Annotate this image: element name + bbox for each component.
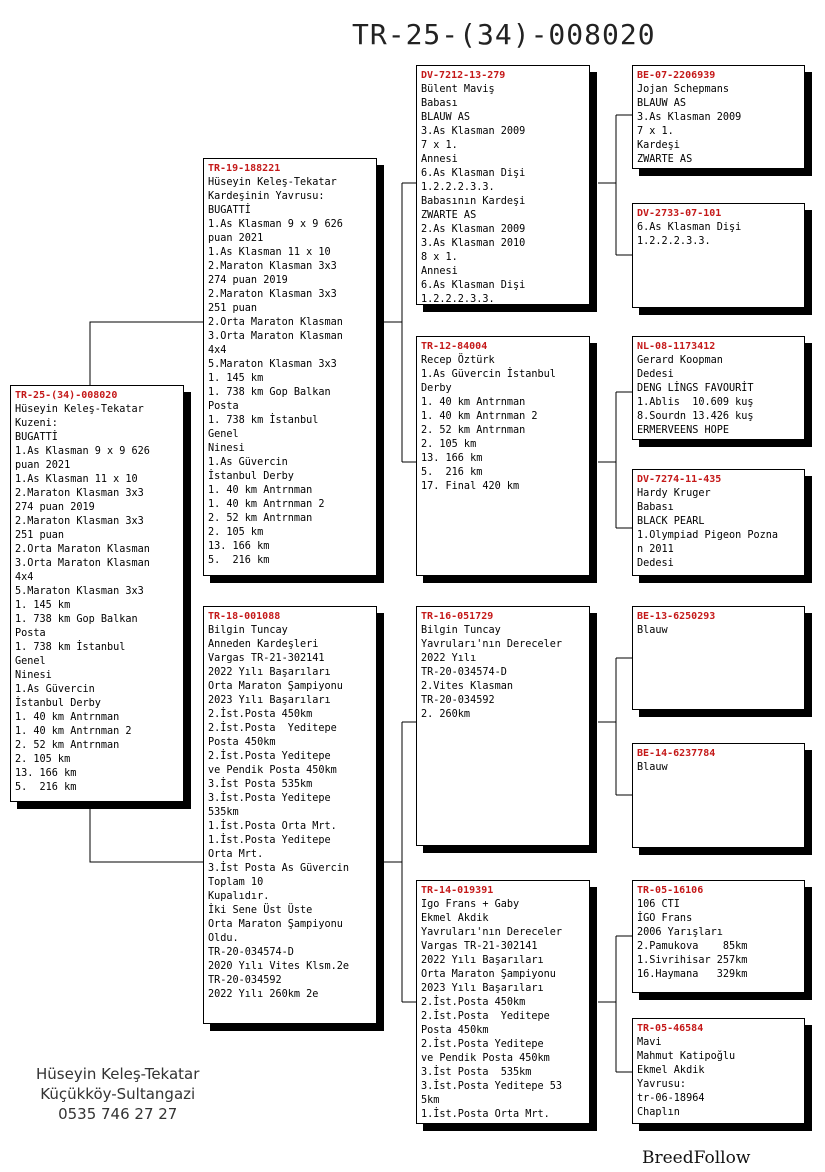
detail-line: 13. 166 km <box>15 768 77 779</box>
detail-line: 1.As Güvercin İstanbul <box>421 369 556 380</box>
detail-line: 251 puan <box>208 303 258 314</box>
detail-line: 3.As Klasman 2009 <box>637 112 742 123</box>
detail-line: Posta 450km <box>421 1025 489 1036</box>
detail-line: Mahmut Katipoğlu <box>637 1051 736 1062</box>
detail-line: 5km <box>421 1095 440 1106</box>
detail-line: Kardeşinin Yavrusu: <box>208 191 325 202</box>
owner-location: Küçükköy-Sultangazi <box>40 1085 196 1103</box>
detail-line: BLAUW AS <box>421 112 471 123</box>
detail-line: Vargas TR-21-302141 <box>421 941 538 952</box>
detail-line: Babası <box>421 98 458 109</box>
detail-line: 1. 40 km Antrnman <box>421 397 526 408</box>
detail-line: Ninesi <box>15 670 52 681</box>
detail-line: Oldu. <box>208 933 239 944</box>
detail-line: 2.Maraton Klasman 3x3 <box>208 261 337 272</box>
pedigree-card-sire[interactable] <box>203 158 377 576</box>
detail-line: 251 puan <box>15 530 65 541</box>
detail-line: 6.As Klasman Dişi <box>637 222 742 233</box>
card-details <box>637 487 800 571</box>
detail-line: 2.As Klasman 2009 <box>421 224 526 235</box>
detail-line: 2.Orta Maraton Klasman <box>208 317 343 328</box>
detail-line: 1. 40 km Antrnman <box>15 712 120 723</box>
detail-line: 2.İst.Posta 450km <box>208 709 313 720</box>
detail-line: 6.As Klasman Dişi <box>421 280 526 291</box>
detail-line: 2. 105 km <box>15 754 71 765</box>
detail-line: Blauw <box>637 762 668 773</box>
detail-line: Orta Maraton Şampiyonu <box>208 681 343 692</box>
detail-line: 1.As Klasman 9 x 9 626 <box>15 446 150 457</box>
ring-number: TR-05-46584 <box>637 1023 704 1034</box>
pedigree-card-sire-sire[interactable] <box>416 65 590 305</box>
detail-line: 2.Orta Maraton Klasman <box>15 544 150 555</box>
detail-line: 106 CTI <box>637 899 680 910</box>
detail-line: 1.As Klasman 9 x 9 626 <box>208 219 343 230</box>
detail-line: Bilgin Tuncay <box>421 625 501 636</box>
detail-line: Anneden Kardeşleri <box>208 639 319 650</box>
owner-phone: 0535 746 27 27 <box>58 1105 178 1123</box>
detail-line: Yavruları'nın Dereceler <box>421 639 563 650</box>
card-details <box>637 1036 800 1120</box>
detail-line: Babası <box>637 502 674 513</box>
ring-number: TR-18-001088 <box>208 611 281 622</box>
detail-line: 1.İst.Posta Yeditepe <box>208 835 331 846</box>
detail-line: 2.Maraton Klasman 3x3 <box>15 488 144 499</box>
detail-line: 1. 738 km Gop Balkan <box>15 614 138 625</box>
detail-line: Chaplın <box>637 1107 680 1118</box>
detail-line: TR-20-034592 <box>421 695 495 706</box>
detail-line: 1.İst.Posta Orta Mrt. <box>421 1109 550 1120</box>
detail-line: Derby <box>421 383 452 394</box>
detail-line: Orta Maraton Şampiyonu <box>421 969 556 980</box>
detail-line: Posta <box>208 401 239 412</box>
pedigree-card-dss[interactable] <box>632 606 805 710</box>
detail-line: 13. 166 km <box>421 453 483 464</box>
card-details <box>637 354 800 438</box>
detail-line: 1.Sivrihisar 257km <box>637 955 748 966</box>
detail-line: Recep Öztürk <box>421 355 495 366</box>
detail-line: 274 puan 2019 <box>208 275 288 286</box>
detail-line: 2. 52 km Antrnman <box>208 513 313 524</box>
detail-line: Vargas TR-21-302141 <box>208 653 325 664</box>
detail-line: 2023 Yılı Başarıları <box>208 695 331 706</box>
detail-line: ZWARTE AS <box>637 154 693 165</box>
detail-line: İstanbul Derby <box>15 698 101 709</box>
ring-number: BE-07-2206939 <box>637 70 716 81</box>
detail-line: ve Pendik Posta 450km <box>208 765 337 776</box>
detail-line: puan 2021 <box>208 233 264 244</box>
detail-line: Orta Mrt. <box>208 849 264 860</box>
detail-line: 3.Orta Maraton Klasman <box>208 331 343 342</box>
detail-line: 2.İst.Posta Yeditepe <box>208 751 331 762</box>
detail-line: 2022 Yılı <box>421 653 477 664</box>
detail-line: 8 x 1. <box>421 252 458 263</box>
pedigree-card-subject[interactable] <box>10 385 184 802</box>
ring-number: BE-14-6237784 <box>637 748 716 759</box>
detail-line: Dedesi <box>637 369 674 380</box>
detail-line: 2. 105 km <box>421 439 477 450</box>
detail-line: 1.As Klasman 11 x 10 <box>208 247 331 258</box>
detail-line: BLACK PEARL <box>637 516 705 527</box>
detail-line: 2. 260km <box>421 709 471 720</box>
detail-line: 3.İst Posta 535km <box>421 1067 532 1078</box>
detail-line: Hüseyin Keleş-Tekatar <box>15 404 144 415</box>
detail-line: Blauw <box>637 625 668 636</box>
detail-line: 1. 738 km Gop Balkan <box>208 387 331 398</box>
detail-line: BUGATTİ <box>15 432 58 443</box>
detail-line: 2022 Yılı Başarıları <box>421 955 544 966</box>
detail-line: Mavi <box>637 1037 662 1048</box>
ring-number: BE-13-6250293 <box>637 611 716 622</box>
page-title: TR-25-(34)-008020 <box>352 18 656 51</box>
ring-number: DV-2733-07-101 <box>637 208 722 219</box>
detail-line: Toplam 10 <box>208 877 264 888</box>
detail-line: İGO Frans <box>637 913 693 924</box>
detail-line: Genel <box>208 429 239 440</box>
detail-line: 3.İst Posta 535km <box>208 779 313 790</box>
detail-line: 1.2.2.2.3.3. <box>421 182 495 193</box>
card-details <box>637 898 800 982</box>
detail-line: 1.As Güvercin <box>15 684 95 695</box>
detail-line: Annesi <box>421 154 458 165</box>
detail-line: 6.As Klasman Dişi <box>421 168 526 179</box>
card-details <box>421 624 585 722</box>
ring-number: TR-19-188221 <box>208 163 281 174</box>
detail-line: 1. 40 km Antrnman 2 <box>208 499 325 510</box>
card-details <box>421 354 585 494</box>
brand-logo-text: BreedFollow <box>642 1148 751 1168</box>
pedigree-card-dds[interactable] <box>632 880 805 993</box>
detail-line: Hüseyin Keleş-Tekatar <box>208 177 337 188</box>
detail-line: BUGATTİ <box>208 205 251 216</box>
pedigree-card-sire-dam[interactable] <box>416 336 590 576</box>
detail-line: 1. 40 km Antrnman 2 <box>15 726 132 737</box>
ring-number: TR-14-019391 <box>421 885 494 896</box>
detail-line: Kupalıdır. <box>208 891 270 902</box>
detail-line: 3.Orta Maraton Klasman <box>15 558 150 569</box>
detail-line: 1.2.2.2.3.3. <box>637 236 711 247</box>
detail-line: ZWARTE AS <box>421 210 477 221</box>
detail-line: 7 x 1. <box>637 126 674 137</box>
ring-number: NL-08-1173412 <box>637 341 716 352</box>
detail-line: 3.İst.Posta Yeditepe <box>208 793 331 804</box>
detail-line: 8.Sourdn 13.426 kuş <box>637 411 754 422</box>
detail-line: 3.İst.Posta Yeditepe 53 <box>421 1081 563 1092</box>
card-details <box>208 624 372 1002</box>
detail-line: n 2011 <box>637 544 674 555</box>
detail-line: 2.İst.Posta Yeditepe <box>421 1039 544 1050</box>
detail-line: TR-20-034592 <box>208 975 282 986</box>
detail-line: Posta <box>15 628 46 639</box>
detail-line: 5. 216 km <box>208 555 270 566</box>
detail-line: 3.İst Posta As Güvercin <box>208 863 350 874</box>
detail-line: 2.Maraton Klasman 3x3 <box>15 516 144 527</box>
detail-line: 5.Maraton Klasman 3x3 <box>208 359 337 370</box>
detail-line: Bülent Maviş <box>421 84 495 95</box>
ring-number: DV-7212-13-279 <box>421 70 506 81</box>
detail-line: 2.İst.Posta Yeditepe <box>421 1011 550 1022</box>
ring-number: TR-16-051729 <box>421 611 494 622</box>
detail-line: ERMERVEENS HOPE <box>637 425 730 436</box>
detail-line: 1.2.2.2.3.3. <box>421 294 495 305</box>
pedigree-card-dam-sire[interactable] <box>416 606 590 846</box>
detail-line: 2022 Yılı Başarıları <box>208 667 331 678</box>
pedigree-card-dsd[interactable] <box>632 743 805 848</box>
detail-line: İstanbul Derby <box>208 471 294 482</box>
card-details <box>637 83 800 167</box>
detail-line: 1. 40 km Antrnman 2 <box>421 411 538 422</box>
detail-line: 2.Pamukova 85km <box>637 941 748 952</box>
detail-line: 17. Final 420 km <box>421 481 520 492</box>
pedigree-card-dam[interactable] <box>203 606 377 1024</box>
detail-line: Kuzeni: <box>15 418 58 429</box>
pedigree-card-sss[interactable] <box>632 65 805 169</box>
detail-line: 2.Maraton Klasman 3x3 <box>208 289 337 300</box>
detail-line: Ekmel Akdik <box>421 913 489 924</box>
card-details <box>15 403 179 795</box>
ring-number: DV-7274-11-435 <box>637 474 722 485</box>
detail-line: 2006 Yarışları <box>637 927 723 938</box>
detail-line: 2. 105 km <box>208 527 264 538</box>
detail-line: tr-06-18964 <box>637 1093 705 1104</box>
detail-line: 535km <box>208 807 239 818</box>
owner-name: Hüseyin Keleş-Tekatar <box>36 1065 200 1083</box>
detail-line: 2022 Yılı 260km 2e <box>208 989 319 1000</box>
detail-line: 1.As Güvercin <box>208 457 288 468</box>
pedigree-card-ssd[interactable] <box>632 203 805 308</box>
detail-line: Yavruları'nın Dereceler <box>421 927 563 938</box>
detail-line: Jojan Schepmans <box>637 84 730 95</box>
detail-line: 1. 40 km Antrnman <box>208 485 313 496</box>
detail-line: 2020 Yılı Vites Klsm.2e <box>208 961 350 972</box>
detail-line: 2.İst.Posta Yeditepe <box>208 723 337 734</box>
detail-line: 1.İst.Posta Orta Mrt. <box>208 821 337 832</box>
card-details <box>637 624 800 638</box>
detail-line: 1.As Klasman 11 x 10 <box>15 474 138 485</box>
detail-line: Babasının Kardeşi <box>421 196 526 207</box>
detail-line: 2.Vites Klasman <box>421 681 514 692</box>
detail-line: 1. 145 km <box>208 373 264 384</box>
detail-line: Orta Maraton Şampiyonu <box>208 919 343 930</box>
detail-line: 4x4 <box>208 345 227 356</box>
detail-line: 2. 52 km Antrnman <box>15 740 120 751</box>
detail-line: Hardy Kruger <box>637 488 711 499</box>
detail-line: 16.Haymana 329km <box>637 969 748 980</box>
detail-line: 2.İst.Posta 450km <box>421 997 526 1008</box>
detail-line: 274 puan 2019 <box>15 502 95 513</box>
detail-line: BLAUW AS <box>637 98 687 109</box>
detail-line: 5. 216 km <box>15 782 77 793</box>
detail-line: Bilgin Tuncay <box>208 625 288 636</box>
detail-line: İki Sene Üst Üste <box>208 905 313 916</box>
pedigree-card-sds[interactable] <box>632 336 805 440</box>
detail-line: TR-20-034574-D <box>208 947 294 958</box>
card-details <box>208 176 372 568</box>
card-details <box>421 898 585 1122</box>
detail-line: 2023 Yılı Başarıları <box>421 983 544 994</box>
detail-line: Genel <box>15 656 46 667</box>
detail-line: 5.Maraton Klasman 3x3 <box>15 586 144 597</box>
detail-line: ve Pendik Posta 450km <box>421 1053 550 1064</box>
pedigree-card-ddd[interactable] <box>632 1018 805 1124</box>
detail-line: 1. 738 km İstanbul <box>15 642 126 653</box>
detail-line: TR-20-034574-D <box>421 667 507 678</box>
card-details <box>637 761 800 775</box>
detail-line: 3.As Klasman 2009 <box>421 126 526 137</box>
ring-number: TR-12-84004 <box>421 341 488 352</box>
owner-footer <box>36 1064 199 1124</box>
detail-line: Gerard Koopman <box>637 355 723 366</box>
pedigree-card-sdd[interactable] <box>632 469 805 576</box>
detail-line: puan 2021 <box>15 460 71 471</box>
detail-line: DENG LİNGS FAVOURİT <box>637 383 754 394</box>
detail-line: 1.Olympiad Pigeon Pozna <box>637 530 779 541</box>
ring-number: TR-25-(34)-008020 <box>15 390 118 401</box>
detail-line: Kardeşi <box>637 140 680 151</box>
detail-line: 1. 738 km İstanbul <box>208 415 319 426</box>
pedigree-card-dam-dam[interactable] <box>416 880 590 1124</box>
detail-line: 4x4 <box>15 572 34 583</box>
detail-line: 13. 166 km <box>208 541 270 552</box>
detail-line: 5. 216 km <box>421 467 483 478</box>
card-details <box>421 83 585 305</box>
detail-line: Posta 450km <box>208 737 276 748</box>
detail-line: 1. 145 km <box>15 600 71 611</box>
detail-line: Igo Frans + Gaby <box>421 899 520 910</box>
detail-line: Yavrusu: <box>637 1079 687 1090</box>
card-details <box>637 221 800 249</box>
detail-line: Annesi <box>421 266 458 277</box>
detail-line: 2. 52 km Antrnman <box>421 425 526 436</box>
detail-line: Dedesi <box>637 558 674 569</box>
detail-line: Ekmel Akdik <box>637 1065 705 1076</box>
detail-line: 7 x 1. <box>421 140 458 151</box>
ring-number: TR-05-16106 <box>637 885 704 896</box>
detail-line: 3.As Klasman 2010 <box>421 238 526 249</box>
detail-line: Ninesi <box>208 443 245 454</box>
detail-line: 1.Ablis 10.609 kuş <box>637 397 754 408</box>
